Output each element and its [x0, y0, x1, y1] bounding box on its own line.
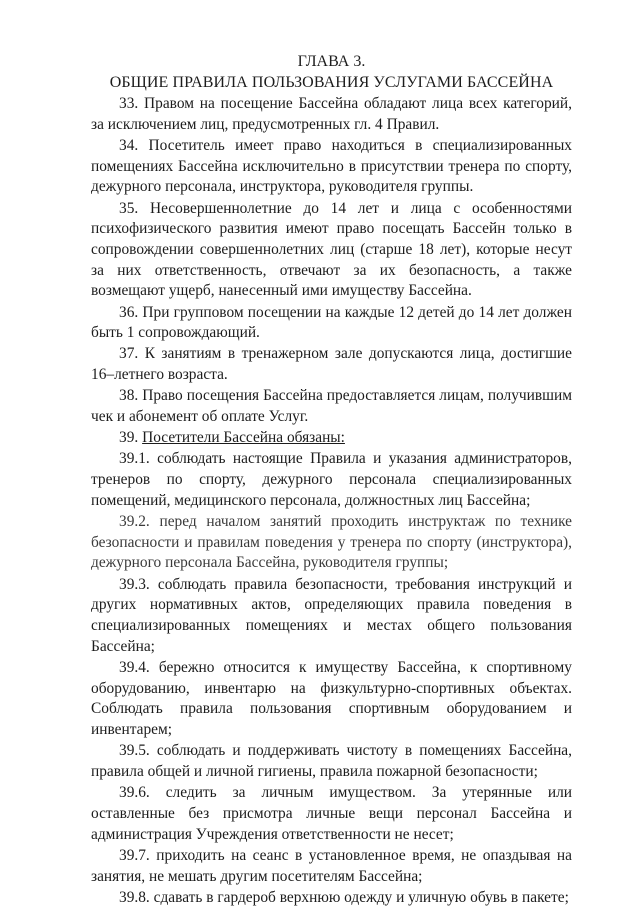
paragraph-number: 39.8.: [119, 888, 150, 906]
paragraph-35: [91, 199, 572, 303]
paragraph-number: 39.2.: [119, 513, 150, 531]
paragraph-text: Право посещения Бассейна предоставляется лицам, получившим чек и абонемент об оплате Услуг.: [91, 387, 572, 426]
paragraph-number: 39.6.: [119, 784, 150, 802]
paragraph-39-2: [91, 512, 572, 574]
paragraph-34: [91, 136, 572, 198]
paragraph-number: 36.: [119, 303, 139, 321]
paragraph-39-8: [91, 888, 572, 908]
paragraph-number: 35.: [119, 199, 139, 217]
paragraph-text: Правом на посещение Бассейна обладают лица всех категорий, за исключением лиц, предусмотренных гл. 4 Правил.: [91, 95, 572, 133]
paragraph-number: 39.7.: [119, 846, 150, 864]
paragraph-39-3: [91, 575, 572, 658]
paragraph-text: соблюдать настоящие Правила и указания администраторов, тренеров по спорту, дежурного персонала специализированных помещений, медицинского персонала, должностных лиц Бассейна;: [91, 450, 572, 509]
paragraph-37: [91, 344, 572, 385]
paragraph-number: 39.: [119, 429, 139, 447]
paragraph-number: 39.1.: [119, 450, 150, 468]
paragraph-text: приходить на сеанс в установленное время, не опаздывая на занятия, не мешать другим посетителям Бассейна;: [91, 846, 572, 885]
paragraph-text: Посетители Бассейна обязаны:: [142, 429, 345, 447]
paragraph-number: 38.: [119, 387, 139, 405]
paragraph-38: [91, 386, 572, 427]
paragraph-text: перед началом занятий проходить инструктаж по технике безопасности и правилам поведения у тренера по спорту (инструктора), дежурного персонала Бассейна, руководителя группы;: [91, 513, 572, 572]
paragraph-39-6: [91, 783, 572, 845]
paragraph-text: Посетитель имеет право находиться в специализированных помещениях Бассейна исключительно в присутствии тренера по спорту, дежурного персонала, инструктора, руководителя группы.: [91, 136, 572, 196]
paragraph-text: бережно относится к имуществу Бассейна, к спортивному оборудованию, инвентарю на физкультурно-спортивных объектах. Соблюдать правила пользования спортивным оборудованием и инвентарем;: [91, 658, 572, 739]
paragraph-39-7: [91, 846, 572, 887]
paragraph-text: При групповом посещении на каждые 12 детей до 14 лет должен быть 1 сопровождающий.: [91, 303, 572, 342]
paragraph-39-5: [91, 741, 572, 782]
paragraph-39-4: [91, 658, 572, 741]
paragraph-number: 33.: [119, 95, 139, 112]
paragraph-number: 39.5.: [119, 742, 150, 760]
paragraph-text: соблюдать и поддерживать чистоту в помещениях Бассейна, правила общей и личной гигиены, правила пожарной безопасности;: [91, 742, 572, 780]
paragraph-number: 34.: [119, 136, 139, 154]
paragraph-39: [91, 428, 572, 449]
paragraph-text: Несовершеннолетние до 14 лет и лица с особенностями психофизического развития имеют право посещать Бассейн только в сопровождении совершеннолетних лиц (старше 18 лет), которые несут за них ответственность, отвечают за их безопасность, а также возмещают ущерб, нанесенный ими имуществу Бассейна.: [91, 199, 572, 300]
paragraph-text: К занятиям в тренажерном зале допускаются лица, достигшие 16–летнего возраста.: [91, 345, 572, 384]
paragraph-36: [91, 303, 572, 344]
paragraph-number: 39.4.: [119, 658, 150, 676]
paragraph-text: следить за личным имуществом. За утерянные или оставленные без присмотра личные вещи персонал Бассейна и администрация Учреждения ответственности не несет;: [91, 784, 572, 843]
paragraph-39-1: [91, 449, 572, 511]
paragraph-text: сдавать в гардероб верхнюю одежду и уличную обувь в пакете;: [153, 888, 569, 906]
paragraph-33: [91, 94, 572, 135]
chapter-title: ОБЩИЕ ПРАВИЛА ПОЛЬЗОВАНИЯ УСЛУГАМИ БАССЕЙНА: [109, 74, 554, 91]
paragraph-text: соблюдать правила безопасности, требования инструкций и других нормативных актов, определяющих правила поведения в специализированных помещениях и местах общего пользования Бассейна;: [91, 575, 572, 655]
paragraph-number: 37.: [119, 345, 139, 363]
paragraph-number: 39.3.: [119, 575, 150, 593]
chapter-heading: ГЛАВА 3.: [297, 53, 366, 70]
